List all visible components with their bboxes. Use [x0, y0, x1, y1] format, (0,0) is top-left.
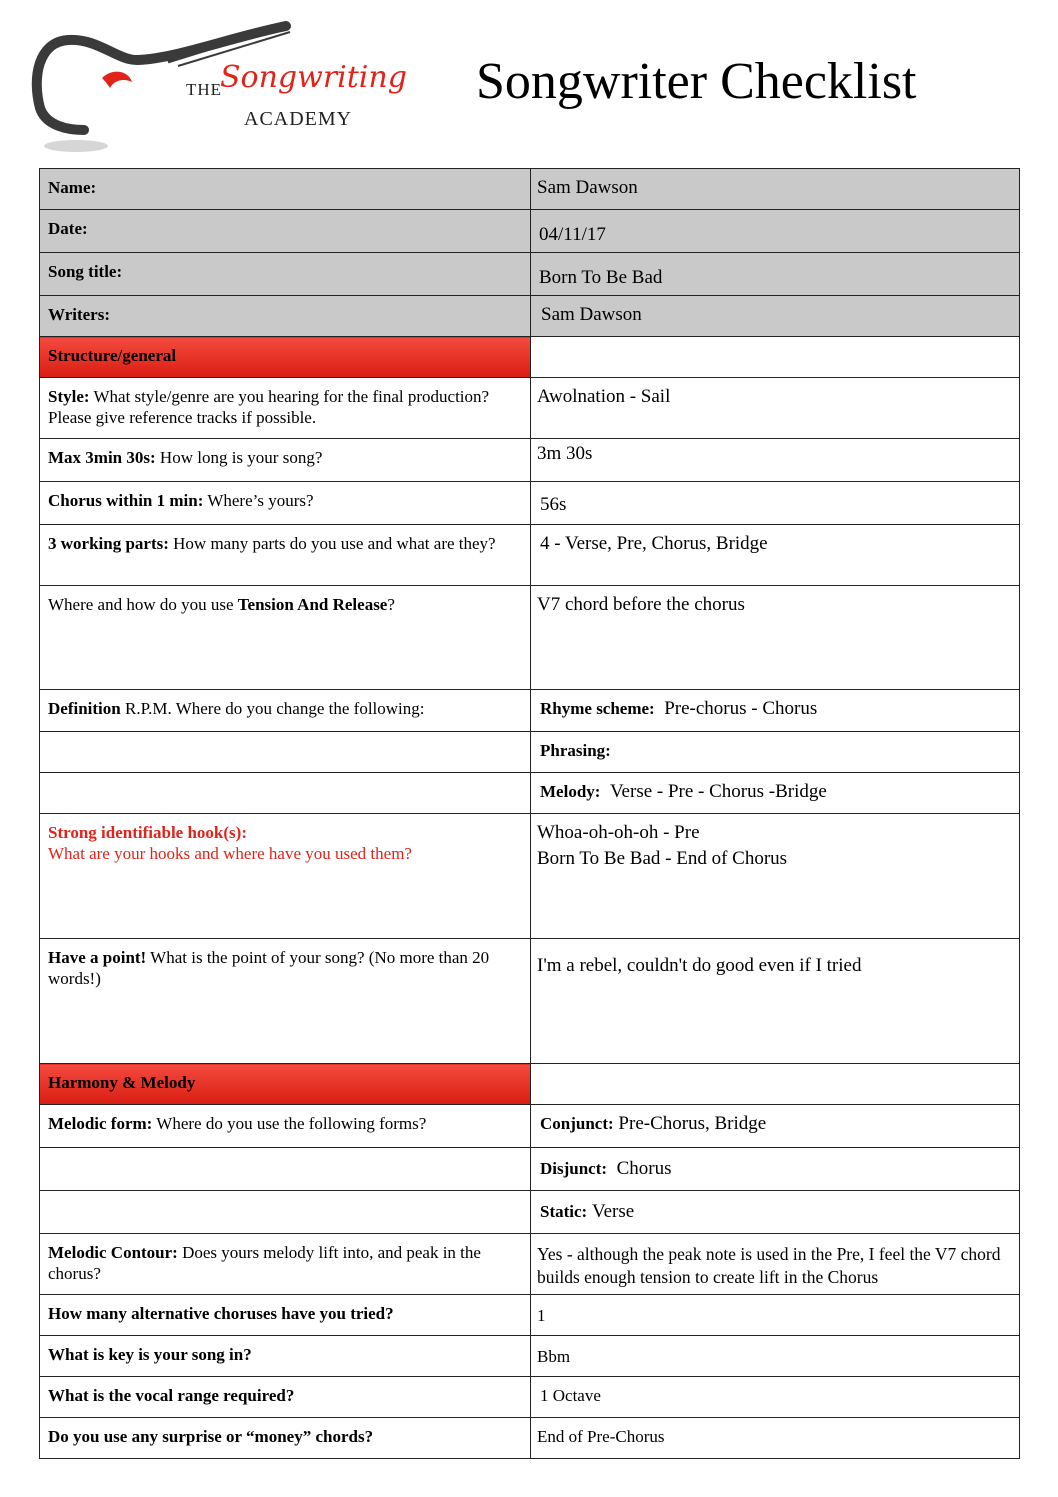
parts-row — [40, 525, 1020, 586]
chorus-question: Where’s yours? — [203, 491, 314, 510]
writers-label: Writers: — [48, 305, 110, 324]
parts-question: How many parts do you use and what are they? — [168, 534, 496, 553]
rhyme-answer[interactable]: Pre-chorus - Chorus — [664, 698, 818, 719]
logo-the: THE — [186, 80, 223, 99]
contour-row — [40, 1234, 1020, 1295]
checklist-table — [39, 168, 1020, 1459]
section-structure-label: Structure/general — [40, 337, 531, 378]
tension-answer[interactable]: V7 chord before the chorus — [531, 586, 1020, 690]
contour-question: Does yours melody lift into, and peak in the chorus? — [48, 1243, 481, 1283]
money-label: Do you use any surprise or “money” chords? — [48, 1427, 374, 1446]
conjunct-label: Conjunct: — [540, 1114, 614, 1133]
key-answer[interactable]: Bbm — [531, 1336, 1020, 1377]
song-title-value[interactable]: Born To Be Bad — [531, 253, 1020, 296]
melodic-form-row — [40, 1105, 1020, 1148]
disjunct-answer[interactable]: Chorus — [616, 1158, 672, 1179]
alt-chorus-answer[interactable]: 1 — [531, 1295, 1020, 1336]
static-answer[interactable]: Verse — [591, 1201, 635, 1222]
tension-post: ? — [387, 595, 395, 614]
name-label: Name: — [48, 178, 97, 197]
definition-question: R.P.M. Where do you change the following: — [120, 699, 425, 718]
song-title-label: Song title: — [48, 262, 123, 281]
phrasing-label: Phrasing: — [540, 741, 611, 760]
length-question: How long is your song? — [155, 448, 323, 467]
style-question: What style/genre are you hearing for the final production? Please give reference tracks if possible. — [48, 387, 490, 427]
definition-row — [40, 690, 1020, 732]
name-value[interactable]: Sam Dawson — [531, 169, 1020, 210]
hooks-label: Strong identifiable hook(s): — [48, 823, 247, 842]
parts-answer[interactable]: 4 - Verse, Pre, Chorus, Bridge — [531, 525, 1020, 586]
hooks-question: What are your hooks and where have you used them? — [48, 844, 412, 863]
static-label: Static: — [540, 1202, 588, 1221]
date-value[interactable]: 04/11/17 — [531, 210, 1020, 253]
style-answer[interactable]: Awolnation - Sail — [531, 378, 1020, 439]
range-row — [40, 1377, 1020, 1418]
money-row — [40, 1418, 1020, 1459]
hooks-answer-2: Born To Be Bad - End of Chorus — [537, 848, 788, 869]
section-harmony-label: Harmony & Melody — [40, 1064, 531, 1105]
writers-row — [40, 296, 1020, 337]
style-label: Style: — [48, 387, 90, 406]
song-title-row — [40, 253, 1020, 296]
phrasing-row — [40, 732, 1020, 773]
writers-value[interactable]: Sam Dawson — [531, 296, 1020, 337]
academy-logo — [28, 18, 407, 158]
tension-row — [40, 586, 1020, 690]
logo-songwriting: Songwriting — [220, 60, 407, 95]
hooks-answer-1: Whoa-oh-oh-oh - Pre — [537, 822, 700, 843]
point-answer[interactable]: I'm a rebel, couldn't do good even if I tried — [531, 939, 1020, 1064]
date-label: Date: — [48, 219, 88, 238]
point-row — [40, 939, 1020, 1064]
section-structure — [40, 337, 1020, 378]
length-row — [40, 439, 1020, 482]
conjunct-answer[interactable]: Pre-Chorus, Bridge — [618, 1113, 767, 1134]
chorus-answer[interactable]: 56s — [531, 482, 1020, 525]
melody-answer[interactable]: Verse - Pre - Chorus -Bridge — [609, 781, 827, 802]
money-answer[interactable]: End of Pre-Chorus — [531, 1418, 1020, 1459]
section-harmony — [40, 1064, 1020, 1105]
chorus-row — [40, 482, 1020, 525]
logo-academy: ACADEMY — [244, 108, 353, 130]
alt-chorus-row — [40, 1295, 1020, 1336]
point-label: Have a point! — [48, 948, 147, 967]
key-label: What is key is your song in? — [48, 1345, 252, 1364]
disjunct-row — [40, 1148, 1020, 1191]
date-row — [40, 210, 1020, 253]
chorus-label: Chorus within 1 min: — [48, 491, 204, 510]
melody-row — [40, 773, 1020, 814]
key-row — [40, 1336, 1020, 1377]
length-answer[interactable]: 3m 30s — [531, 439, 1020, 482]
parts-label: 3 working parts: — [48, 534, 169, 553]
name-row — [40, 169, 1020, 210]
point-question: What is the point of your song? (No more than 20 words!) — [48, 948, 490, 988]
definition-label: Definition — [48, 699, 121, 718]
static-row — [40, 1191, 1020, 1234]
hooks-row — [40, 814, 1020, 939]
length-label: Max 3min 30s: — [48, 448, 156, 467]
style-row — [40, 378, 1020, 439]
range-answer[interactable]: 1 Octave — [531, 1377, 1020, 1418]
melody-label: Melody: — [540, 782, 601, 801]
contour-answer[interactable]: Yes - although the peak note is used in the Pre, I feel the V7 chord builds enough tension to create lift in the Chorus — [531, 1234, 1020, 1295]
rhyme-label: Rhyme scheme: — [540, 699, 655, 718]
melodic-form-label: Melodic form: — [48, 1114, 153, 1133]
page-title: Songwriter Checklist — [476, 53, 917, 110]
tension-label: Tension And Release — [237, 595, 388, 614]
contour-label: Melodic Contour: — [48, 1243, 178, 1262]
melodic-form-question: Where do you use the following forms? — [152, 1114, 427, 1133]
tension-pre: Where and how do you use — [48, 595, 238, 614]
alt-chorus-label: How many alternative choruses have you tried? — [48, 1304, 394, 1323]
hooks-answer[interactable] — [531, 814, 1020, 939]
disjunct-label: Disjunct: — [540, 1159, 608, 1178]
range-label: What is the vocal range required? — [48, 1386, 295, 1405]
